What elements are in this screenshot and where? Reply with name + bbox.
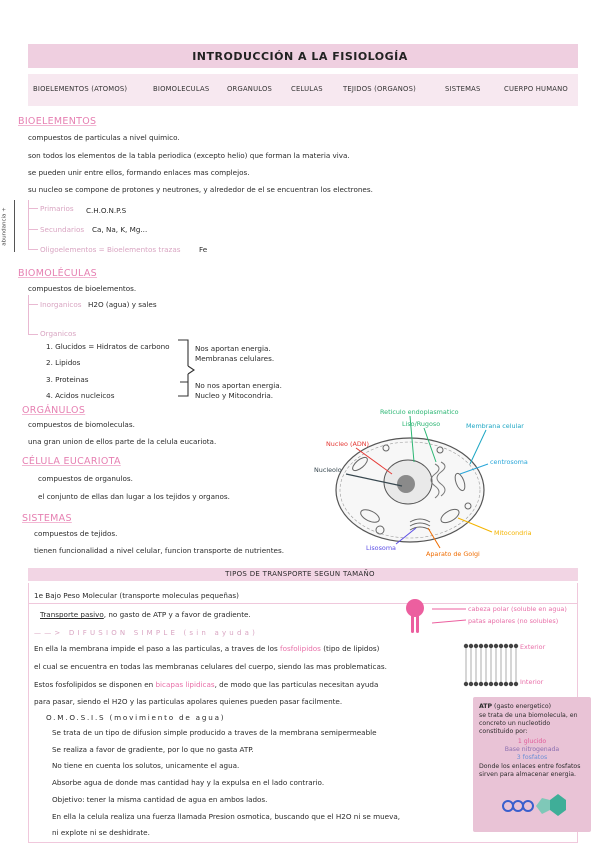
tree-branch bbox=[28, 229, 38, 230]
difusion-heading: ——> DIFUSION SIMPLE (sin ayuda) bbox=[34, 629, 259, 637]
lipid-head bbox=[504, 644, 508, 648]
bilayer-icon bbox=[462, 642, 522, 688]
atp-title-rest: (gasto energetico) bbox=[492, 703, 552, 710]
osmosis-line-2: Se realiza a favor de gradiente, por lo que no gasta ATP. bbox=[52, 745, 254, 754]
atp-item-3: 3 fosfatos bbox=[516, 754, 548, 761]
osmosis-line-6: En ella la celula realiza una fuerza llamada Presion osmotica, buscando que el H2O ni se mueva, bbox=[52, 812, 401, 821]
nav-item-celulas: CELULAS bbox=[291, 85, 323, 93]
difusion-p4: para pasar, siendo el H2O y las particulas apolares quienes pueden pasar facilmente. bbox=[34, 697, 343, 706]
osmosis-line-1: Se trata de un tipo de difusion simple producido a traves de la membrana semipermeable bbox=[52, 728, 377, 737]
oligo-label: Oligoelementos = Bioelementos trazas bbox=[40, 245, 181, 254]
lipid-head bbox=[489, 644, 493, 648]
nav-item-bioelementos: BIOELEMENTOS (ATOMOS) bbox=[33, 85, 128, 93]
oligo-value: Fe bbox=[199, 245, 208, 254]
inorganicos-value: H2O (agua) y sales bbox=[88, 300, 157, 309]
lipid-head bbox=[469, 682, 473, 686]
p3-a: Estos fosfolipidos se disponen en bbox=[34, 680, 154, 689]
biomoleculas-line-1: compuestos de bioelementos. bbox=[28, 284, 137, 293]
osmosis-line-7: ni explote ni se deshidrate. bbox=[52, 828, 150, 837]
nav-item-cuerpo-humano: CUERPO HUMANO bbox=[504, 85, 568, 93]
pasivo-title: Transporte pasivo bbox=[40, 610, 104, 619]
p3-b: , de modo que las particulas necesitan ayuda bbox=[214, 680, 379, 689]
nucleolus-shape bbox=[397, 475, 415, 493]
tree-branch bbox=[28, 334, 38, 335]
lipid-head bbox=[479, 644, 483, 648]
abundance-side-label: abundancia + bbox=[1, 207, 8, 246]
nav-item-tejidos: TEJIDOS (ORGANOS) bbox=[343, 85, 416, 93]
label-nucleolo: Nucleolo bbox=[314, 466, 342, 474]
cell-diagram bbox=[310, 404, 600, 564]
organulos-line-2: una gran union de ellos parte de la celula eucariota. bbox=[28, 437, 217, 446]
label-mitocondria: Mitocondria bbox=[494, 529, 532, 537]
transporte-banner-text: TIPOS DE TRANSPORTE SEGUN TAMAÑO bbox=[225, 570, 375, 578]
sistemas-line-1: compuestos de tejidos. bbox=[34, 529, 118, 538]
patas-apolares-label: patas apolares (no solubles) bbox=[468, 617, 559, 625]
p1-text: En ella la membrana impide el paso a las particulas, a traves de los bbox=[34, 644, 278, 653]
osmosis-line-4: Absorbe agua de donde mas cantidad hay y la expulsa en el lado contrario. bbox=[52, 778, 325, 787]
lipid-head bbox=[514, 682, 518, 686]
lipid-head bbox=[504, 682, 508, 686]
note-a-line-2: Membranas celulares. bbox=[195, 354, 275, 363]
atp-line-3: constituido por: bbox=[479, 728, 528, 735]
lipid-head bbox=[474, 644, 478, 648]
pasivo-line bbox=[40, 610, 251, 619]
note-b-line-1: No nos aportan energia. bbox=[195, 381, 282, 390]
note-a-line-1: Nos aportan energia. bbox=[195, 344, 271, 353]
lipid-head bbox=[484, 682, 488, 686]
arrow-icons bbox=[428, 605, 468, 625]
osmosis-line-3: No tiene en cuenta los solutos, unicamente el agua. bbox=[52, 761, 240, 770]
lipid-head bbox=[479, 682, 483, 686]
tree-branch bbox=[28, 304, 38, 305]
osmosis-line-5: Objetivo: tener la misma cantidad de agua en ambos lados. bbox=[52, 795, 268, 804]
lipid-head bbox=[499, 682, 503, 686]
label-centrosoma: centrosoma bbox=[490, 458, 528, 466]
celula-line-2: el conjunto de ellas dan lugar a los tejidos y organos. bbox=[38, 492, 230, 501]
lipid-head bbox=[469, 644, 473, 648]
organicos-label: Organicos bbox=[40, 329, 77, 338]
abundance-axis bbox=[14, 200, 15, 252]
cabeza-polar-label: cabeza polar (soluble en agua) bbox=[468, 605, 567, 613]
celula-heading: CÉLULA EUCARIOTA bbox=[22, 456, 121, 467]
lipid-head bbox=[509, 682, 513, 686]
note-b-line-2: Nucleo y Mitocondria. bbox=[195, 391, 274, 400]
label-nucleo-adn: Nucleo (ADN) bbox=[326, 440, 370, 448]
atp-line-2: concreto un nucleotido bbox=[479, 720, 551, 727]
pasivo-rest: , no gasto de ATP y a favor de gradiente. bbox=[103, 610, 251, 619]
lipid-head bbox=[509, 644, 513, 648]
atp-title: ATP bbox=[479, 703, 493, 710]
atp-tail-2: sirven para almacenar energia. bbox=[479, 771, 577, 778]
lipid-head bbox=[494, 644, 498, 648]
organicos-item-1: 1. Glucidos = Hidratos de carbono bbox=[46, 342, 170, 351]
sistemas-heading: SISTEMAS bbox=[22, 513, 72, 524]
organulos-line-1: compuestos de biomoleculas. bbox=[28, 420, 135, 429]
organicos-item-4: 4. Acidos nucleicos bbox=[46, 391, 115, 400]
bioelementos-line-4: su nucleo se compone de protones y neutrones, y alrededor de el se encuentran los electrones. bbox=[28, 185, 373, 194]
tree-branch bbox=[28, 249, 38, 250]
sistemas-line-2: tienen funcionalidad a nivel celular, funcion transporte de nutrientes. bbox=[34, 546, 285, 555]
lipid-head bbox=[489, 682, 493, 686]
lipid-head bbox=[464, 644, 468, 648]
lipid-head bbox=[514, 644, 518, 648]
nav-item-organulos: ORGANULOS bbox=[227, 85, 273, 93]
bioelementos-line-1: compuestos de particulas a nivel quimico. bbox=[28, 133, 180, 142]
atp-tail-1: Donde los enlaces entre fosfatos bbox=[479, 763, 581, 770]
label-golgi: Aparato de Golgi bbox=[426, 550, 480, 558]
label-liso-rugoso: Liso/Rugoso bbox=[402, 420, 441, 428]
lipid-head bbox=[474, 682, 478, 686]
transporte-subtitle: 1e Bajo Peso Molecular (transporte moleculas pequeñas) bbox=[34, 591, 239, 600]
p1-pink: fosfolipidos bbox=[280, 644, 321, 653]
bioelementos-heading: BIOELEMENTOS bbox=[18, 116, 97, 127]
tree-branch bbox=[28, 208, 38, 209]
primarios-label: Primarios bbox=[40, 204, 74, 213]
phospholipid-icon bbox=[402, 597, 428, 637]
nav-item-biomoleculas: BIOMOLECULAS bbox=[153, 85, 210, 93]
lipid-head bbox=[484, 644, 488, 648]
organicos-item-2: 2. Lipidos bbox=[46, 358, 81, 367]
label-reticulo: Reticulo endoplasmatico bbox=[380, 408, 459, 416]
difusion-text: DIFUSION SIMPLE (sin ayuda) bbox=[68, 629, 259, 637]
page-title: INTRODUCCIÓN A LA FISIOLOGÍA bbox=[192, 50, 408, 63]
p3-pink: bicapas lipidicas bbox=[155, 680, 215, 689]
secundarios-value: Ca, Na, K, Mg... bbox=[92, 225, 148, 234]
primarios-value: C.H.O.N.P.S bbox=[86, 206, 127, 215]
biomoleculas-tree bbox=[28, 295, 29, 335]
celula-line-1: compuestos de organulos. bbox=[38, 474, 133, 483]
biomoleculas-heading: BIOMOLÉCULAS bbox=[18, 268, 97, 279]
divider bbox=[29, 603, 577, 604]
organicos-item-3: 3. Proteinas bbox=[46, 375, 89, 384]
atp-item-2: Base nitrogenada bbox=[504, 746, 560, 753]
atp-title-line bbox=[479, 703, 551, 711]
exterior-label: Exterior bbox=[520, 643, 546, 651]
difusion-p2: el cual se encuentra en todas las membranas celulares del cuerpo, siendo las mas problematicas. bbox=[34, 662, 387, 671]
inorganicos-label: Inorganicos bbox=[40, 300, 82, 309]
organulos-heading: ORGÁNULOS bbox=[22, 405, 86, 416]
secundarios-label: Secundarios bbox=[40, 225, 85, 234]
label-lisosoma: Lisosoma bbox=[366, 544, 396, 552]
bioelementos-line-2: son todos los elementos de la tabla periodica (excepto helio) que forman la materia viva. bbox=[28, 151, 350, 160]
bioelementos-line-3: se pueden unir entre ellos, formando enlaces mas complejos. bbox=[28, 168, 250, 177]
difusion-p1 bbox=[34, 644, 379, 653]
lipid-head bbox=[494, 682, 498, 686]
osmosis-heading: O.M.O.S.I.S (movimiento de agua) bbox=[46, 713, 226, 722]
atp-line-1: se trata de una biomolecula, en bbox=[479, 712, 578, 719]
lipid-head bbox=[499, 644, 503, 648]
lipid-head bbox=[464, 682, 468, 686]
p1-end: (tipo de lipidos) bbox=[323, 644, 380, 653]
interior-label: Interior bbox=[520, 678, 544, 686]
label-membrana: Membrana celular bbox=[466, 422, 524, 430]
atp-molecule-icon bbox=[500, 790, 570, 826]
nav-item-sistemas: SISTEMAS bbox=[445, 85, 481, 93]
difusion-p3 bbox=[34, 680, 378, 689]
atp-item-1: 1 glucido bbox=[517, 738, 547, 745]
